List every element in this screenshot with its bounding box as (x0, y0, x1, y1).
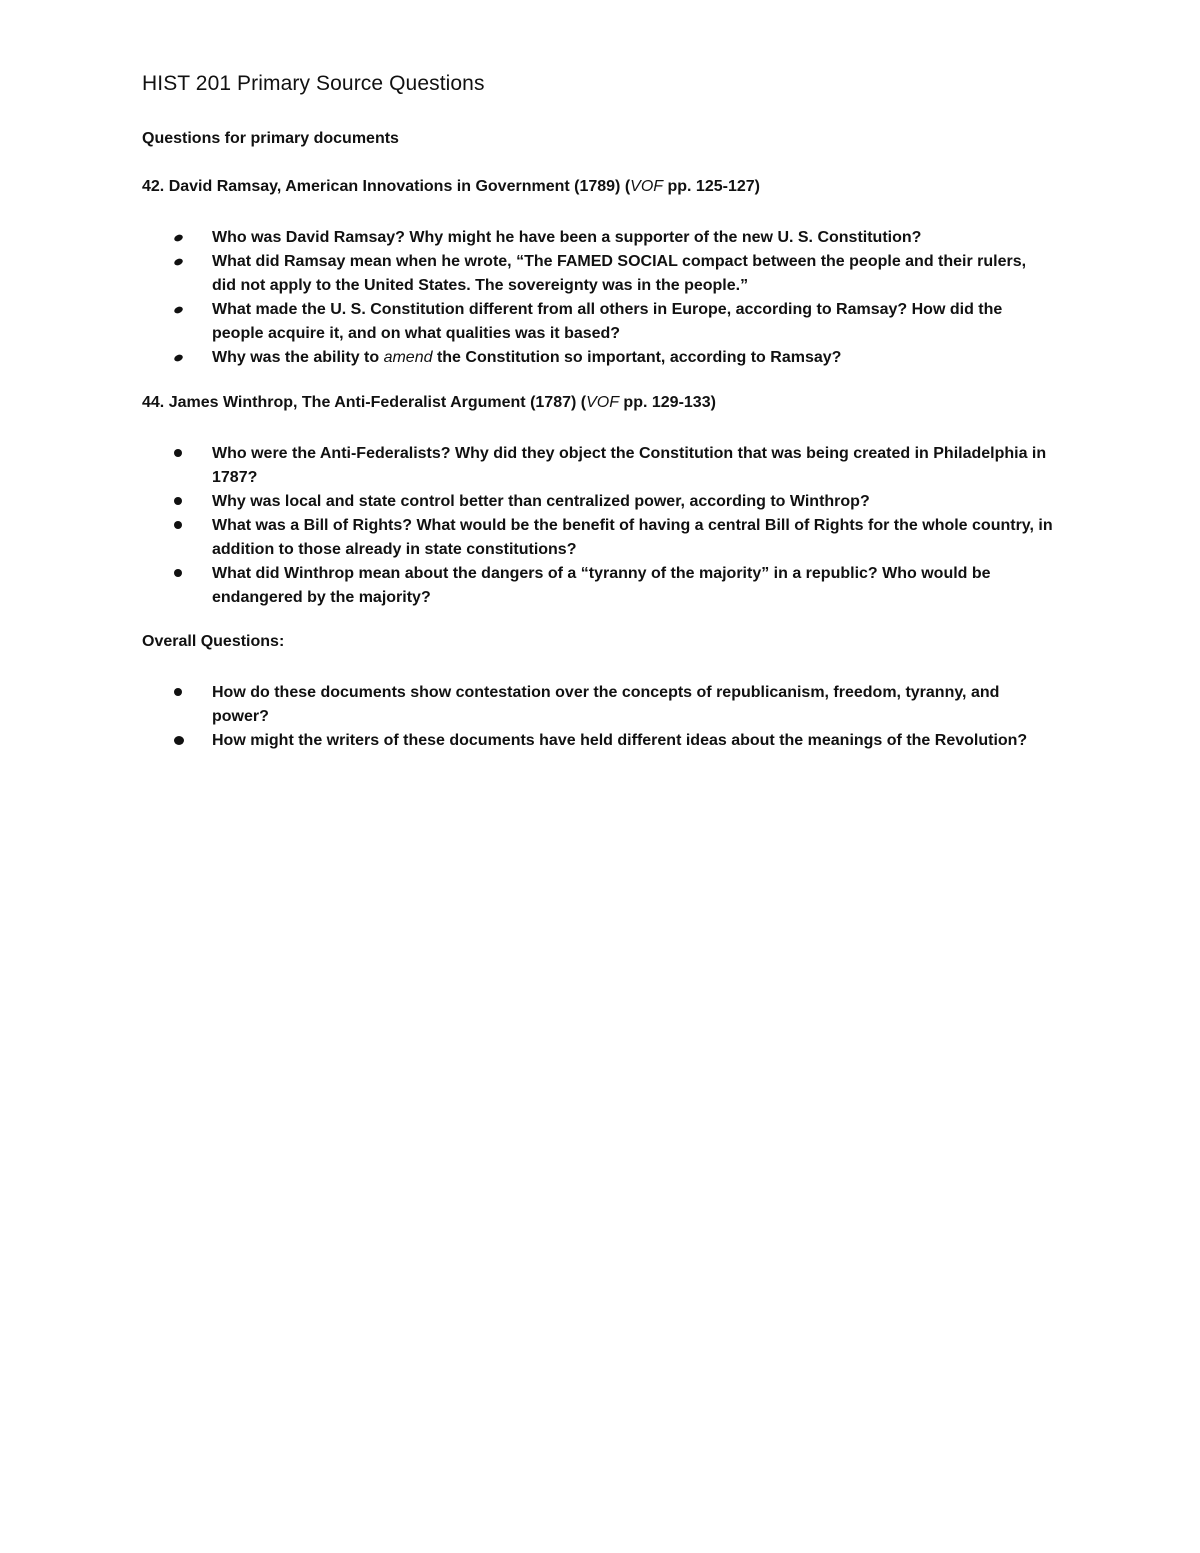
section-heading-overall (142, 633, 284, 651)
section-heading-text: pp. 129-133) (618, 394, 716, 411)
document-subtitle: Questions for primary documents (142, 130, 399, 147)
section-heading-ramsay (142, 178, 760, 196)
bullet-icon (173, 305, 184, 314)
bullet-icon (173, 233, 184, 242)
question-text: the Constitution so important, according to Ramsay? (432, 349, 842, 366)
question-text: Why was local and state control better than centralized power, according to Winthrop? (212, 493, 870, 510)
list-item (174, 562, 1054, 610)
list-item (174, 250, 1054, 298)
bullet-icon (174, 449, 182, 457)
section-heading-text: 44. James Winthrop, The Anti-Federalist Argument (1787) ( (142, 394, 587, 411)
question-text: What did Winthrop mean about the dangers of a “tyranny of the majority” in a republic? Who would be endangered by the majority? (212, 565, 991, 606)
question-text: How might the writers of these documents have held different ideas about the meanings of the Revolution? (212, 732, 1028, 749)
question-list-ramsay (174, 226, 1054, 370)
question-text: What did Ramsay mean when he wrote, “The FAMED SOCIAL compact between the people and their rulers, did not apply to the United States. The sovereignty was in the people.” (212, 253, 1027, 294)
question-italic-text: amend (383, 349, 433, 366)
bullet-icon (174, 521, 182, 529)
section-heading-winthrop (142, 394, 716, 412)
document-title: HIST 201 Primary Source Questions (142, 72, 485, 95)
list-item (174, 729, 1054, 753)
bullet-icon (174, 736, 184, 745)
section-heading-text: pp. 125-127) (663, 178, 760, 195)
list-item (174, 442, 1054, 490)
bullet-icon (174, 497, 182, 505)
list-item (174, 298, 1054, 346)
list-item (174, 514, 1054, 562)
question-list-overall (174, 681, 1054, 753)
question-text: What made the U. S. Constitution different from all others in Europe, according to Ramsay? How did the people acquire it, and on what qualities was it based? (212, 301, 1003, 342)
section-heading-italic: VOF (630, 178, 664, 195)
question-text: Who was David Ramsay? Why might he have been a supporter of the new U. S. Constitution? (212, 229, 922, 246)
bullet-icon (173, 353, 184, 362)
list-item (174, 346, 1054, 370)
list-item (174, 490, 1054, 514)
question-text: How do these documents show contestation over the concepts of republicanism, freedom, tyranny, and power? (212, 684, 1000, 725)
question-text: What was a Bill of Rights? What would be the benefit of having a central Bill of Rights for the whole country, in addition to those already in state constitutions? (212, 517, 1053, 558)
section-heading-italic: VOF (586, 394, 619, 411)
question-text: Why was the ability to (212, 349, 384, 366)
section-heading-text: 42. David Ramsay, American Innovations in Government (1789) ( (142, 178, 631, 195)
section-heading-text: Overall Questions: (142, 633, 285, 650)
bullet-icon (174, 569, 182, 577)
list-item (174, 226, 1054, 250)
list-item (174, 681, 1054, 729)
bullet-icon (174, 688, 182, 696)
question-text: Who were the Anti-Federalists? Why did they object the Constitution that was being created in Philadelphia in 1787? (212, 445, 1047, 486)
question-list-winthrop (174, 442, 1054, 610)
bullet-icon (173, 257, 184, 266)
